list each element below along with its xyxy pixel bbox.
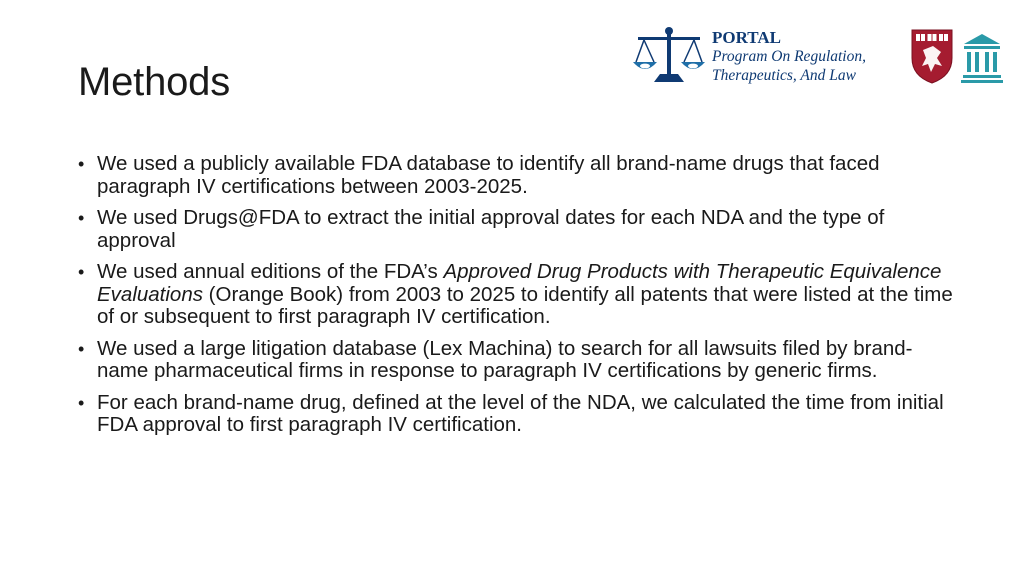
harvard-shield-icon xyxy=(911,28,953,84)
bullet-item xyxy=(78,392,958,437)
bullet-text: We used a large litigation database (Lex Machina) to search for all lawsuits filed by brand-name pharmaceutical firms in response to paragraph IV certifications by generic firms. xyxy=(97,336,913,382)
bullet-dot: • xyxy=(78,208,85,228)
orange-book-title: Approved Drug Products with Therapeutic Equivalence Evaluations xyxy=(97,260,942,306)
portal-logo xyxy=(630,26,900,88)
bullet-dot: • xyxy=(78,154,85,174)
methods-bullet-list xyxy=(78,153,958,446)
bullet-text: For each brand-name drug, defined at the level of the NDA, we calculated the time from initial FDA approval to first paragraph IV certification. xyxy=(97,390,944,436)
bullet-text: We used Drugs@FDA to extract the initial approval dates for each NDA and the type of approval xyxy=(97,206,885,252)
bullet-text-pre: We used annual editions of the FDA’s xyxy=(97,260,444,283)
bullet-dot: • xyxy=(78,392,85,413)
bullet-item xyxy=(78,338,958,383)
bullet-dot: • xyxy=(78,262,85,282)
portal-subtitle-line2: Therapeutics, And Law xyxy=(712,67,856,84)
bullet-item xyxy=(78,153,958,198)
bullet-text: We used a publicly available FDA database to identify all brand-name drugs that faced paragraph IV certifications between 2003-2025. xyxy=(97,152,880,198)
portal-subtitle-line1: Program On Regulation, xyxy=(712,48,866,65)
portal-wordmark xyxy=(712,28,866,85)
scales-of-justice-icon xyxy=(630,26,708,86)
slide-title: Methods xyxy=(78,60,231,104)
bullet-dot: • xyxy=(78,338,85,359)
pillar-building-icon xyxy=(960,28,1004,84)
bullet-text-post: (Orange Book) from 2003 to 2025 to identify all patents that were listed at the time of or subsequent to first paragraph IV certification. xyxy=(97,282,953,328)
bullet-item xyxy=(78,261,958,329)
bullet-item xyxy=(78,207,958,252)
portal-name: PORTAL xyxy=(712,28,781,47)
